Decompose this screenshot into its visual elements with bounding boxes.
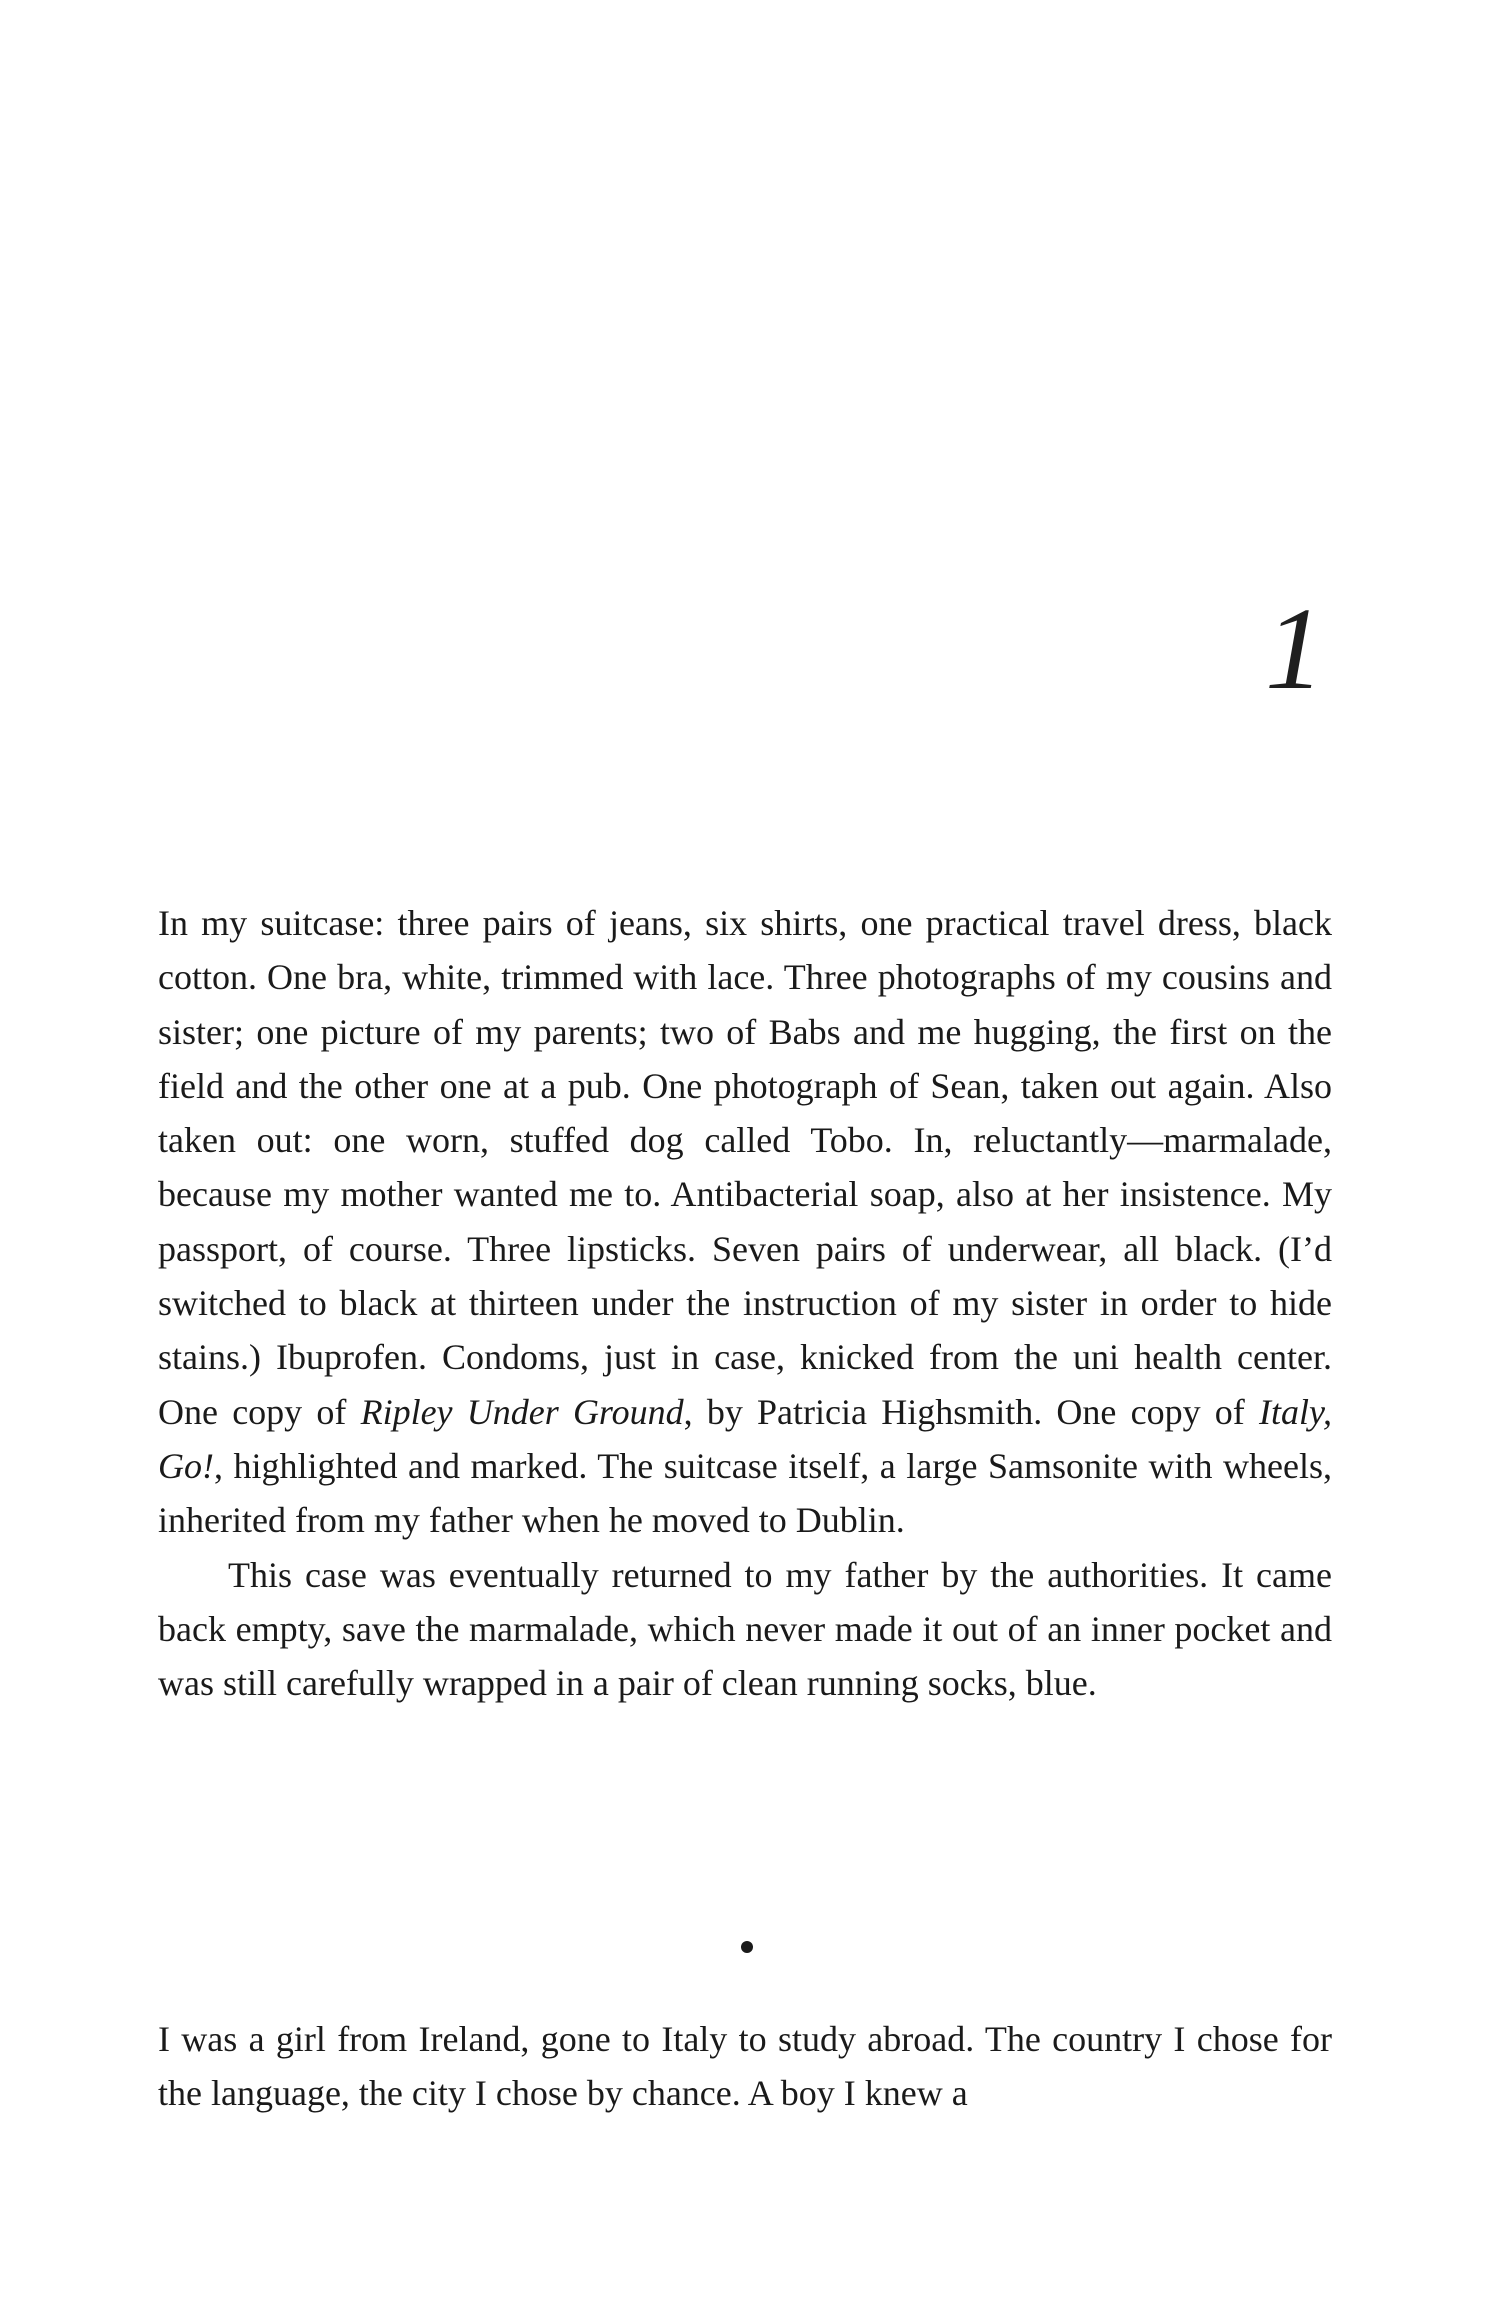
book-title: Italy, Go!: [158, 1391, 1332, 1486]
paragraph-case-returned: This case was eventually returned to my father by the authorities. It came back empty, save the marmalade, which never made it out of an inner pocket and was still carefully wrapped in a pair of clean running socks, blue.: [158, 1554, 1332, 1704]
paragraph-text: , highlighted and marked. The suitcase itself, a large Samsonite with wheels, inherited from my father when he moved to Dublin.: [158, 1445, 1332, 1541]
paragraph-text: , by Patricia Highsmith. One copy of: [683, 1391, 1259, 1432]
book-title: Ripley Under Ground: [360, 1391, 684, 1432]
paragraph-suitcase-contents: [158, 896, 1332, 1548]
second-section: [158, 2012, 1332, 2121]
chapter-opening-section: [158, 896, 1332, 1710]
paragraph-text: In my suitcase: three pairs of jeans, six shirts, one practical travel dress, black cotton. One bra, white, trimmed with lace. Three photographs of my cousins and sister; one picture of my parents; two of Babs and me hugging, the first on the field and the other one at a pub. One photograph of Sean, taken out again. Also taken out: one worn, stuffed dog called Tobo. In, reluctantly—marmalade, because my mother wanted me to. Antibacterial soap, also at her insistence. My passport, of course. Three lipsticks. Seven pairs of underwear, all black. (I’d switched to black at thirteen under the instruction of my sister in order to hide stains.) Ibuprofen. Condoms, just in case, knicked from the uni health center. One copy of: [158, 903, 1332, 1432]
section-break-dot: [741, 1941, 753, 1953]
chapter-number: 1: [1265, 583, 1324, 714]
paragraph-girl-from-ireland: I was a girl from Ireland, gone to Italy to study abroad. The country I chose for the language, the city I chose by chance. A boy I knew a: [158, 2019, 1332, 2114]
